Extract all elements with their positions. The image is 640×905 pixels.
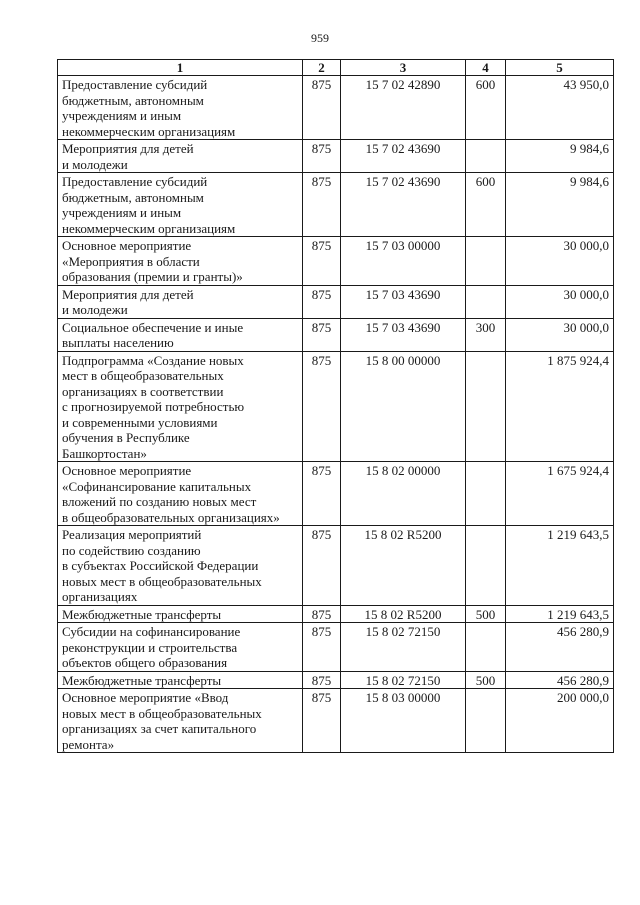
row-amount: 456 280,9 (506, 671, 614, 689)
table-row (58, 623, 614, 672)
row-ministry-code: 875 (303, 689, 341, 753)
row-name: Межбюджетные трансферты (58, 605, 303, 623)
row-amount: 1 875 924,4 (506, 351, 614, 462)
row-expense-type: 500 (466, 671, 506, 689)
row-name: Мероприятия для детей и молодежи (58, 285, 303, 318)
table-row (58, 76, 614, 140)
row-name: Основное мероприятие «Софинансирование капитальных вложений по созданию новых мест в общеобразовательных организациях» (58, 462, 303, 526)
row-name: Социальное обеспечение и иные выплаты населению (58, 318, 303, 351)
row-ministry-code: 875 (303, 671, 341, 689)
row-expense-type (466, 689, 506, 753)
row-amount: 30 000,0 (506, 318, 614, 351)
table-row (58, 462, 614, 526)
row-expense-type: 500 (466, 605, 506, 623)
row-amount: 43 950,0 (506, 76, 614, 140)
row-ministry-code: 875 (303, 462, 341, 526)
header-cell-4: 4 (466, 60, 506, 76)
row-ministry-code: 875 (303, 285, 341, 318)
header-cell-3: 3 (341, 60, 466, 76)
row-amount: 200 000,0 (506, 689, 614, 753)
row-amount: 9 984,6 (506, 173, 614, 237)
row-ministry-code: 875 (303, 237, 341, 286)
header-cell-5: 5 (506, 60, 614, 76)
row-amount: 30 000,0 (506, 237, 614, 286)
row-ministry-code: 875 (303, 76, 341, 140)
row-expense-type: 300 (466, 318, 506, 351)
row-ministry-code: 875 (303, 173, 341, 237)
row-name: Основное мероприятие «Мероприятия в области образования (премии и гранты)» (58, 237, 303, 286)
row-target-code: 15 8 00 00000 (341, 351, 466, 462)
table-row (58, 173, 614, 237)
row-target-code: 15 8 02 R5200 (341, 526, 466, 606)
row-name: Мероприятия для детей и молодежи (58, 140, 303, 173)
row-amount: 1 219 643,5 (506, 605, 614, 623)
header-row (58, 60, 614, 76)
row-name: Предоставление субсидий бюджетным, автономным учреждениям и иным некоммерческим организациям (58, 76, 303, 140)
row-name: Подпрограмма «Создание новых мест в общеобразовательных организациях в соответствии с прогнозируемой потребностью и современными условиями обучения в Республике Башкортостан» (58, 351, 303, 462)
page-number: 959 (311, 31, 329, 45)
row-target-code: 15 8 02 72150 (341, 671, 466, 689)
row-expense-type: 600 (466, 173, 506, 237)
table-row (58, 689, 614, 753)
budget-table (57, 59, 614, 753)
row-target-code: 15 7 03 43690 (341, 318, 466, 351)
row-target-code: 15 8 02 72150 (341, 623, 466, 672)
row-ministry-code: 875 (303, 526, 341, 606)
table-row (58, 318, 614, 351)
row-ministry-code: 875 (303, 623, 341, 672)
table-row (58, 237, 614, 286)
row-name: Межбюджетные трансферты (58, 671, 303, 689)
row-amount: 30 000,0 (506, 285, 614, 318)
table-row (58, 351, 614, 462)
row-ministry-code: 875 (303, 351, 341, 462)
row-ministry-code: 875 (303, 605, 341, 623)
row-ministry-code: 875 (303, 318, 341, 351)
table-row (58, 140, 614, 173)
row-amount: 9 984,6 (506, 140, 614, 173)
row-name: Основное мероприятие «Ввод новых мест в общеобразовательных организациях за счет капитального ремонта» (58, 689, 303, 753)
table-row (58, 526, 614, 606)
row-expense-type (466, 526, 506, 606)
row-expense-type (466, 140, 506, 173)
row-name: Предоставление субсидий бюджетным, автономным учреждениям и иным некоммерческим организациям (58, 173, 303, 237)
row-ministry-code: 875 (303, 140, 341, 173)
row-target-code: 15 7 02 43690 (341, 173, 466, 237)
row-expense-type (466, 623, 506, 672)
row-expense-type (466, 462, 506, 526)
row-target-code: 15 8 02 R5200 (341, 605, 466, 623)
row-amount: 1 675 924,4 (506, 462, 614, 526)
row-target-code: 15 7 02 42890 (341, 76, 466, 140)
row-amount: 456 280,9 (506, 623, 614, 672)
row-name: Субсидии на софинансирование реконструкции и строительства объектов общего образования (58, 623, 303, 672)
row-target-code: 15 7 03 43690 (341, 285, 466, 318)
header-cell-1: 1 (58, 60, 303, 76)
table-row (58, 285, 614, 318)
row-target-code: 15 8 02 00000 (341, 462, 466, 526)
row-expense-type: 600 (466, 76, 506, 140)
row-amount: 1 219 643,5 (506, 526, 614, 606)
row-target-code: 15 8 03 00000 (341, 689, 466, 753)
header-cell-2: 2 (303, 60, 341, 76)
row-name: Реализация мероприятий по содействию созданию в субъектах Российской Федерации новых мест в общеобразовательных организациях (58, 526, 303, 606)
row-expense-type (466, 351, 506, 462)
table-row (58, 671, 614, 689)
row-expense-type (466, 237, 506, 286)
row-target-code: 15 7 02 43690 (341, 140, 466, 173)
table-row (58, 605, 614, 623)
row-expense-type (466, 285, 506, 318)
row-target-code: 15 7 03 00000 (341, 237, 466, 286)
